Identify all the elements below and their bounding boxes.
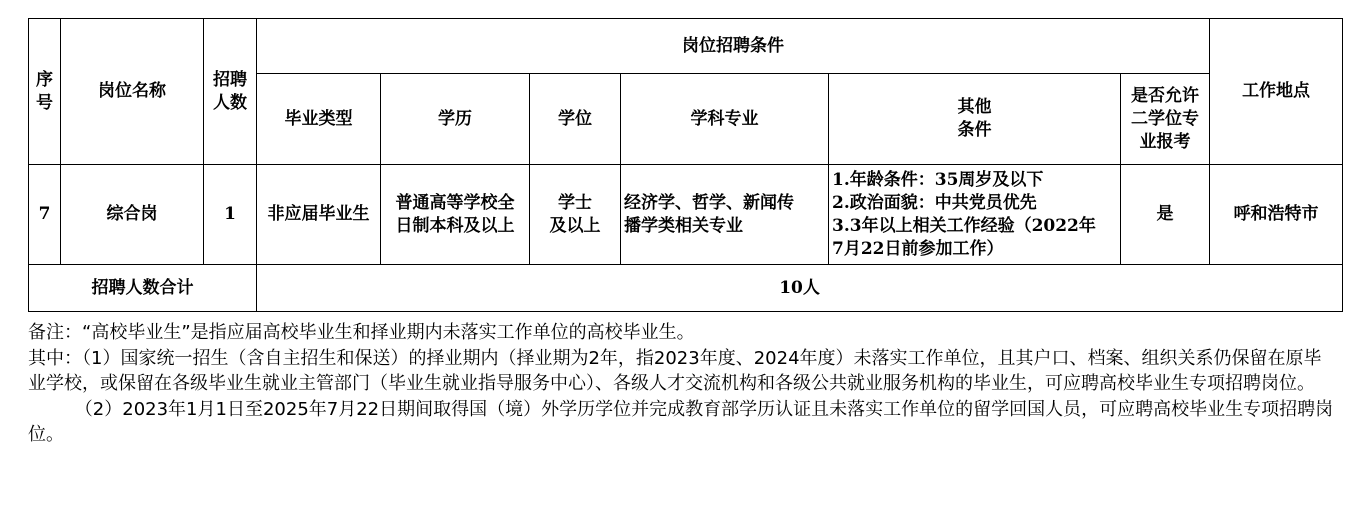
recruitment-table <box>28 18 1343 312</box>
notes-section <box>28 320 1338 448</box>
table-row <box>29 165 1343 265</box>
header-conditions: 岗位招聘条件 <box>257 19 1210 74</box>
total-row <box>29 265 1343 312</box>
header-position-name: 岗位名称 <box>61 19 204 165</box>
total-value: 10人 <box>257 265 1343 312</box>
header-other-conditions: 其他 条件 <box>829 74 1121 165</box>
cell-major: 经济学、哲学、新闻传 播学类相关专业 <box>621 165 829 265</box>
note-line-2: 其中：（1）国家统一招生（含自主招生和保送）的择业期内（择业期为2年，指2023年度、2024年度）未落实工作单位，且其户口、档案、组织关系仍保留在原毕业学校，或保留在各级毕业生就业主管部门（毕业生就业指导服务中心）、各级人才交流机构和各级公共就业服务机构的毕业生，可应聘高校毕业生专项招聘岗位。 <box>28 347 1322 394</box>
header-education: 学历 <box>381 74 530 165</box>
note-line-1: 备注：“高校毕业生”是指应届高校毕业生和择业期内未落实工作单位的高校毕业生。 <box>28 322 695 343</box>
header-second-degree: 是否允许 二学位专 业报考 <box>1121 74 1210 165</box>
cell-no: 7 <box>29 165 61 265</box>
header-major: 学科专业 <box>621 74 829 165</box>
cell-recruit-count: 1 <box>204 165 257 265</box>
header-recruit-count: 招聘 人数 <box>204 19 257 165</box>
cell-location: 呼和浩特市 <box>1210 165 1343 265</box>
cell-degree: 学士 及以上 <box>530 165 621 265</box>
header-location: 工作地点 <box>1210 19 1343 165</box>
total-label: 招聘人数合计 <box>29 265 257 312</box>
cell-other-conditions: 1.年龄条件：35周岁及以下 2.政治面貌：中共党员优先 3.3年以上相关工作经验（2022年 7月22日前参加工作） <box>829 165 1121 265</box>
header-degree: 学位 <box>530 74 621 165</box>
cell-position-name: 综合岗 <box>61 165 204 265</box>
header-no: 序 号 <box>29 19 61 165</box>
cell-second-degree: 是 <box>1121 165 1210 265</box>
note-line-3: （2）2023年1月1日至2025年7月22日期间取得国（境）外学历学位并完成教育部学历认证且未落实工作单位的留学回国人员，可应聘高校毕业生专项招聘岗位。 <box>28 398 1334 445</box>
cell-graduate-type: 非应届毕业生 <box>257 165 381 265</box>
cell-education: 普通高等学校全 日制本科及以上 <box>381 165 530 265</box>
header-row-top <box>29 19 1343 74</box>
header-graduate-type: 毕业类型 <box>257 74 381 165</box>
